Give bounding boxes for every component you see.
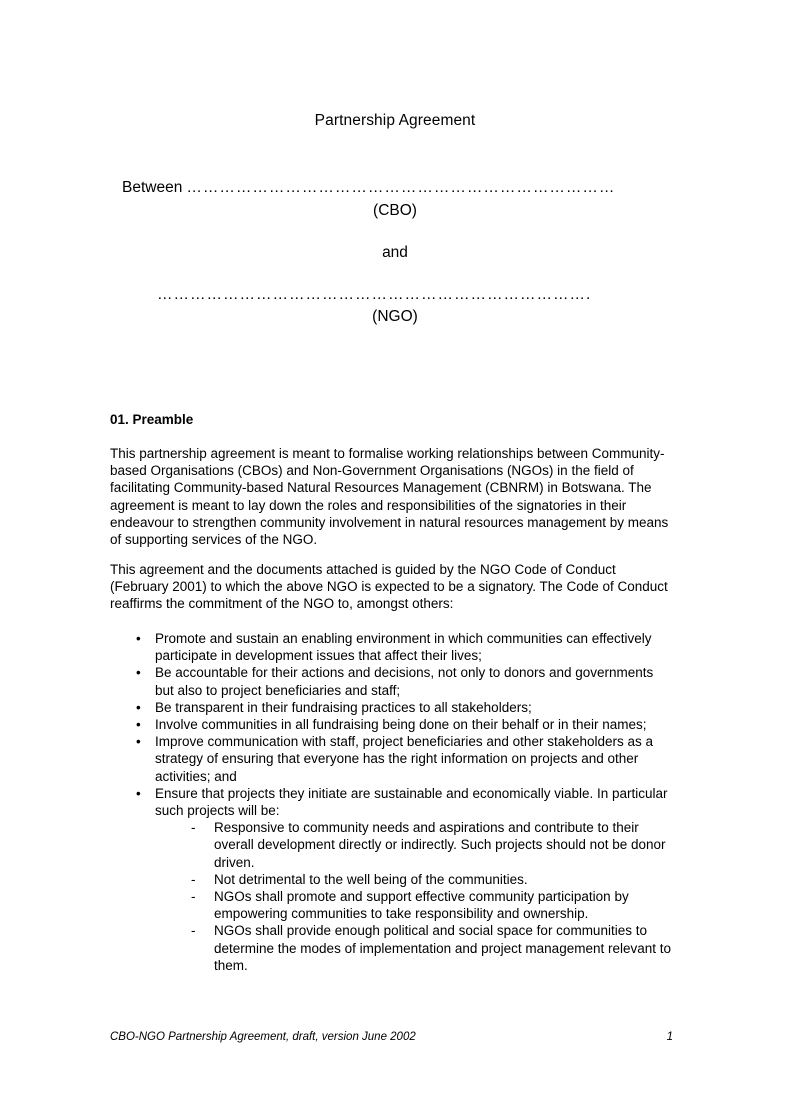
sub-list-item: [191, 922, 673, 974]
list-item: [110, 664, 673, 698]
list-item: [110, 733, 673, 785]
sub-list: [155, 819, 673, 974]
dash-icon: -: [191, 889, 196, 905]
ngo-leader-dots: …………………………………………………………………….: [157, 286, 592, 303]
list-item: [110, 699, 673, 716]
cbo-leader-dots: ……………………………………………………………………: [186, 179, 616, 196]
list-item: [110, 785, 673, 974]
party-cbo-label: (CBO): [373, 202, 417, 219]
bullet-icon: •: [136, 699, 141, 715]
bullet-icon: •: [136, 717, 141, 733]
bullet-icon: •: [136, 785, 141, 801]
sub-list-item-text: NGOs shall promote and support effective community participation by empowering communities to take responsibility and ownership.: [214, 889, 629, 922]
footer-page-number: 1: [666, 1031, 673, 1043]
list-item-text: Ensure that projects they initiate are sustainable and economically viable. In particular such projects will be:: [155, 785, 668, 819]
list-item-text: Involve communities in all fundraising being done on their behalf or in their names;: [155, 717, 647, 733]
between-party-line: [122, 178, 670, 198]
list-item-text: Be accountable for their actions and decisions, not only to donors and governments but also to project beneficiaries and staff;: [155, 665, 654, 698]
bullet-icon: •: [136, 631, 141, 646]
party-ngo-label: (NGO): [372, 308, 418, 325]
sub-list-item-text: Responsive to community needs and aspirations and contribute to their overall development directly or indirectly. Such projects should not be donor driven.: [214, 820, 666, 870]
section-heading-preamble: 01. Preamble: [110, 412, 194, 427]
preamble-paragraph-2: This agreement and the documents attached is guided by the NGO Code of Conduct (February 2001) to which the above NGO is expected to be a signatory. The Code of Conduct reaffirms the commitment of the NGO to, amongst others:: [110, 562, 668, 612]
list-item: [110, 630, 673, 664]
list-item-text: Promote and sustain an enabling environment in which communities can effectively participate in development issues that affect their lives;: [155, 631, 652, 664]
sub-list-item: [191, 819, 673, 871]
bullet-icon: •: [136, 665, 141, 681]
code-of-conduct-commitments-list: [110, 630, 673, 974]
footer-document-reference: CBO-NGO Partnership Agreement, draft, version June 2002: [110, 1031, 416, 1043]
sub-list-item: [191, 888, 673, 922]
list-item-text: Improve communication with staff, project beneficiaries and other stakeholders as a strategy of ensuring that everyone has the right information on projects and other activities; and: [155, 734, 654, 784]
conjunction-and: and: [382, 244, 408, 261]
dash-icon: -: [191, 820, 196, 836]
bullet-icon: •: [136, 734, 141, 750]
list-item: [110, 716, 673, 733]
sub-list-item: [191, 871, 673, 888]
sub-list-item-text: Not detrimental to the well being of the communities.: [214, 871, 528, 887]
sub-list-item-text: NGOs shall provide enough political and social space for communities to determine the modes of implementation and project management relevant to them.: [214, 923, 672, 973]
page-footer: [110, 1030, 673, 1045]
list-item-text: Be transparent in their fundraising practices to all stakeholders;: [155, 699, 532, 715]
between-label: Between: [122, 179, 183, 196]
preamble-paragraph-1: This partnership agreement is meant to formalise working relationships between Community-based Organisations (CBOs) and Non-Government Organisations (NGOs) in the field of facilitating Community-based Natural Resources Management (CBNRM) in Botswana. The agreement is meant to lay down the roles and responsibilities of the signatories in their endeavour to strengthen community involvement in natural resources management by means of supporting services of the NGO.: [110, 446, 669, 548]
dash-icon: -: [191, 871, 196, 887]
document-title: Partnership Agreement: [314, 112, 476, 129]
dash-icon: -: [191, 923, 196, 939]
